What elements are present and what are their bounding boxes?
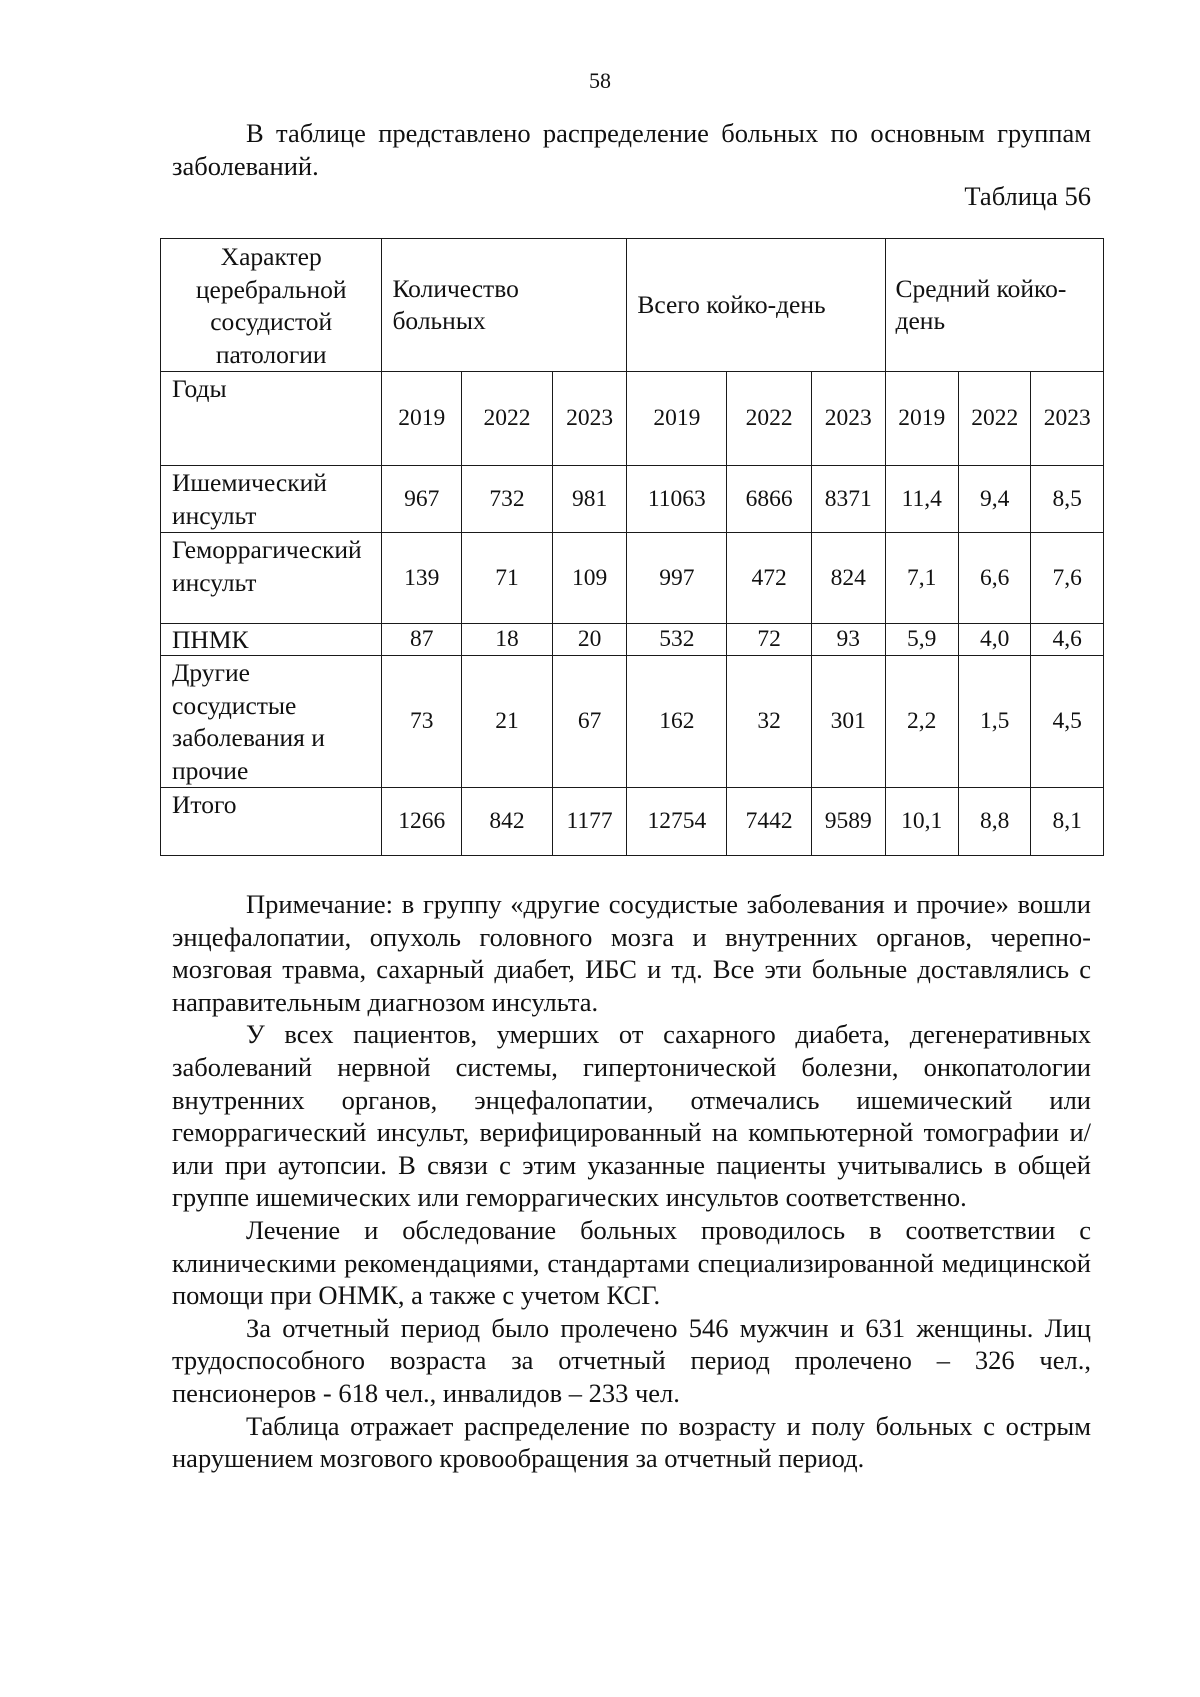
table-cell: 9589: [812, 788, 885, 856]
intro-paragraph: В таблице представлено распределение больных по основным группам заболеваний.: [172, 118, 1091, 181]
table-years-row: [161, 372, 1104, 466]
table-cell: 12754: [627, 788, 727, 856]
year-cell: 2022: [462, 372, 553, 466]
table-cell: 1266: [382, 788, 462, 856]
header-average-bed-days: Средний койко-день: [885, 239, 1104, 372]
table-cell: 967: [382, 466, 462, 533]
body-paragraph: Лечение и обследование больных проводилось в соответствии с клиническими рекомендациями, стандартами специализированной медицинской помощи при ОНМК, а также с учетом КСГ.: [172, 1214, 1091, 1311]
page-number: 58: [589, 68, 611, 93]
year-cell: 2023: [812, 372, 885, 466]
table-cell: 7442: [727, 788, 812, 856]
table-cell: 7,6: [1031, 533, 1104, 624]
table-cell: 981: [552, 466, 626, 533]
table-row: [161, 656, 1104, 788]
row-label: Другие сосудистые заболевания и прочие: [161, 656, 382, 788]
year-cell: 2019: [627, 372, 727, 466]
years-label: Годы: [161, 372, 382, 466]
body-text: [172, 888, 1091, 1475]
table-cell: 109: [552, 533, 626, 624]
table-cell: 18: [462, 624, 553, 656]
table-cell: 10,1: [885, 788, 958, 856]
table-cell: 4,5: [1031, 656, 1104, 788]
table-row: [161, 466, 1104, 533]
table-cell: 11,4: [885, 466, 958, 533]
table-cell: 2,2: [885, 656, 958, 788]
table-cell: 139: [382, 533, 462, 624]
table-cell: 73: [382, 656, 462, 788]
table-cell: 72: [727, 624, 812, 656]
table-cell: 8,1: [1031, 788, 1104, 856]
table-cell: 732: [462, 466, 553, 533]
note-paragraph: Примечание: в группу «другие сосудистые заболевания и прочие» вошли энцефалопатии, опухоль головного мозга и внутренних органов, черепно-мозговая травма, сахарный диабет, ИБС и тд. Все эти больные доставлялись с направительным диагнозом инсульта.: [172, 889, 1091, 1017]
table-cell: 8,5: [1031, 466, 1104, 533]
year-cell: 2019: [382, 372, 462, 466]
table-caption: Таблица 56: [964, 181, 1091, 211]
table-cell: 21: [462, 656, 553, 788]
row-label: ПНМК: [161, 624, 382, 656]
table-cell: 7,1: [885, 533, 958, 624]
header-category: Характер церебральной сосудистой патологии: [161, 239, 382, 372]
year-cell: 2022: [958, 372, 1030, 466]
table-row: [161, 788, 1104, 856]
table-cell: 162: [627, 656, 727, 788]
body-paragraph: У всех пациентов, умерших от сахарного диабета, дегенеративных заболеваний нервной системы, гипертонической болезни, онкопатологии внутренних органов, энцефалопатии, отмечались ишемический или геморрагический инсульт, верифицированный на компьютерной томографии и/или при аутопсии. В связи с этим указанные пациенты учитывались в общей группе ишемических или геморрагических инсультов соответственно.: [172, 1019, 1091, 1213]
year-cell: 2023: [1031, 372, 1104, 466]
header-patient-count: Количество больных: [382, 239, 627, 372]
table-header-row: [161, 239, 1104, 372]
intro-paragraph-block: [172, 117, 1091, 182]
table-cell: 67: [552, 656, 626, 788]
table-cell: 4,6: [1031, 624, 1104, 656]
data-table: [160, 238, 1104, 856]
table-row: [161, 624, 1104, 656]
row-label: Ишемический инсульт: [161, 466, 382, 533]
table-cell: 32: [727, 656, 812, 788]
table-cell: 8,8: [958, 788, 1030, 856]
table-row: [161, 533, 1104, 624]
table-cell: 6,6: [958, 533, 1030, 624]
table-cell: 1177: [552, 788, 626, 856]
table-cell: 9,4: [958, 466, 1030, 533]
table-cell: 11063: [627, 466, 727, 533]
year-cell: 2023: [552, 372, 626, 466]
table-cell: 532: [627, 624, 727, 656]
table-cell: 1,5: [958, 656, 1030, 788]
table-cell: 824: [812, 533, 885, 624]
table-cell: 842: [462, 788, 553, 856]
body-paragraph: За отчетный период было пролечено 546 мужчин и 631 женщины. Лиц трудоспособного возраста за отчетный период пролечено – 326 чел., пенсионеров - 618 чел., инвалидов – 233 чел.: [172, 1312, 1091, 1408]
table-cell: 6866: [727, 466, 812, 533]
table-cell: 20: [552, 624, 626, 656]
table-cell: 4,0: [958, 624, 1030, 656]
body-paragraph: Таблица отражает распределение по возрасту и полу больных с острым нарушением мозгового кровообращения за отчетный период.: [172, 1410, 1091, 1474]
header-total-bed-days: Всего койко-день: [627, 239, 885, 372]
table-cell: 8371: [812, 466, 885, 533]
table-cell: 5,9: [885, 624, 958, 656]
table-cell: 87: [382, 624, 462, 656]
table-cell: 301: [812, 656, 885, 788]
year-cell: 2022: [727, 372, 812, 466]
row-label: Геморрагический инсульт: [161, 533, 382, 624]
table-cell: 472: [727, 533, 812, 624]
table-cell: 997: [627, 533, 727, 624]
table-cell: 93: [812, 624, 885, 656]
year-cell: 2019: [885, 372, 958, 466]
row-label: Итого: [161, 788, 382, 856]
table-cell: 71: [462, 533, 553, 624]
